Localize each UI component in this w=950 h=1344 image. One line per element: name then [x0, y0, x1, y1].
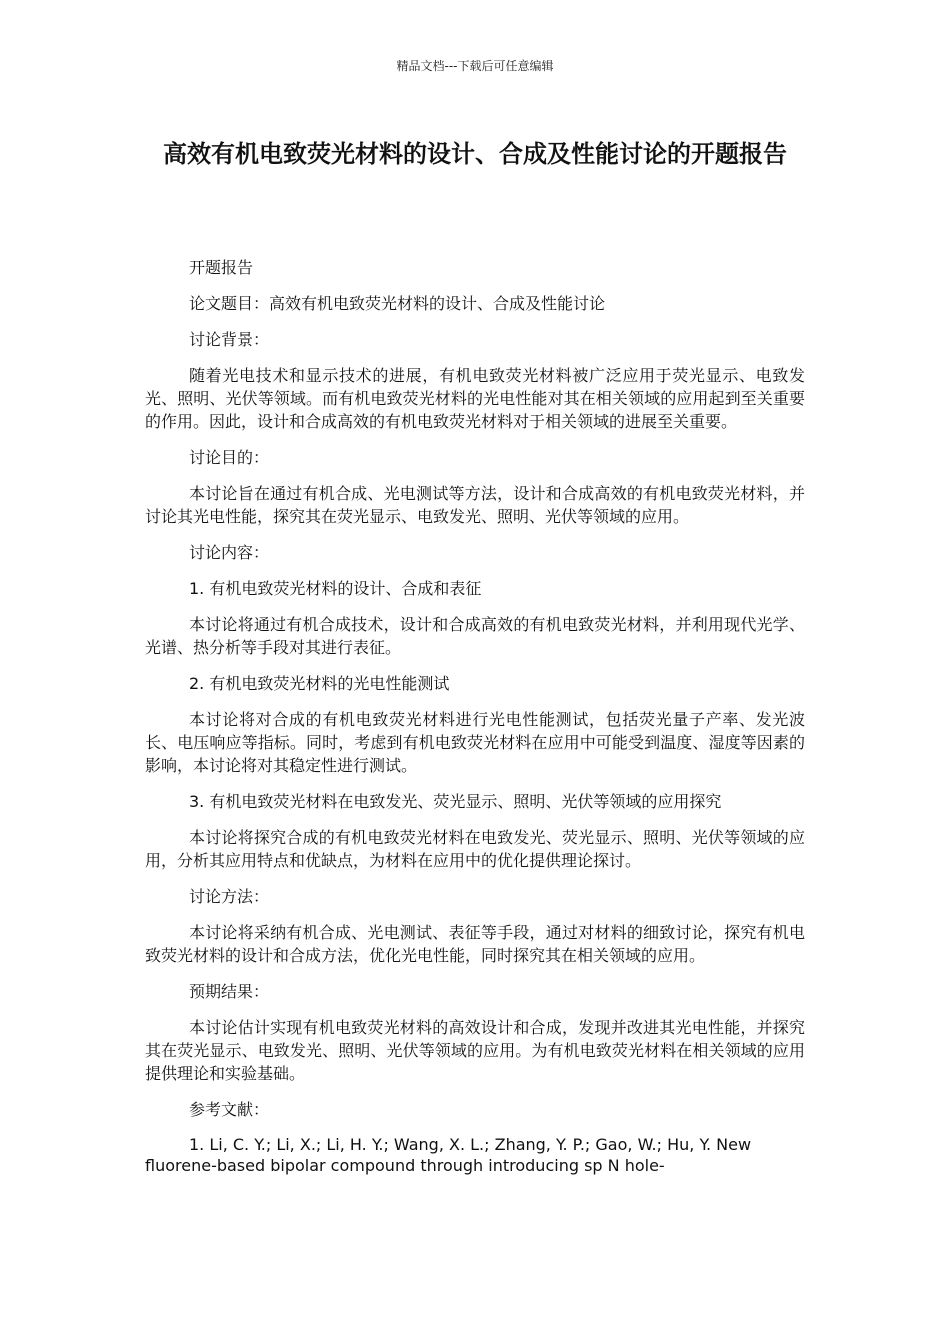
heading-method: 讨论方法： [189, 887, 270, 906]
content-item-2-text: 本讨论将对合成的有机电致荧光材料进行光电性能测试，包括荧光量子产率、发光波长、电压响应等指标。同时，考虑到有机电致荧光材料在应用中可能受到温度、湿度等因素的影响，本讨论将对其稳定性进行测试。 [145, 710, 805, 775]
paragraph-method: 本讨论将采纳有机合成、光电测试、表征等手段，通过对材料的细致讨论，探究有机电致荧光材料的设计和合成方法，优化光电性能，同时探究其在相关领域的应用。 [145, 923, 805, 965]
heading-references: 参考文献： [189, 1100, 270, 1119]
document-title: 高效有机电致荧光材料的设计、合成及性能讨论的开题报告 [163, 140, 787, 168]
heading-background: 讨论背景： [189, 330, 270, 349]
thesis-title-line: 论文题目：高效有机电致荧光材料的设计、合成及性能讨论 [189, 294, 606, 313]
paragraph-background: 随着光电技术和显示技术的进展，有机电致荧光材料被广泛应用于荧光显示、电致发光、照明、光伏等领域。而有机电致荧光材料的光电性能对其在相关领域的应用起到至关重要的作用。因此，设计和合成高效的有机电致荧光材料对于相关领域的进展至关重要。 [145, 366, 805, 431]
page-header: 精品文档---下载后可任意编辑 [396, 59, 554, 73]
content-item-2: 2. 有机电致荧光材料的光电性能测试 [189, 674, 450, 693]
section-label-proposal: 开题报告 [189, 258, 254, 277]
content-item-3-text: 本讨论将探究合成的有机电致荧光材料在电致发光、荧光显示、照明、光伏等领域的应用，分析其应用特点和优缺点，为材料在应用中的优化提供理论探讨。 [145, 828, 805, 870]
document-body [145, 256, 805, 1176]
heading-expected-results: 预期结果： [189, 982, 270, 1001]
paragraph-purpose: 本讨论旨在通过有机合成、光电测试等方法，设计和合成高效的有机电致荧光材料，并讨论其光电性能，探究其在荧光显示、电致发光、照明、光伏等领域的应用。 [145, 484, 805, 526]
heading-content: 讨论内容： [189, 543, 270, 562]
heading-purpose: 讨论目的： [189, 448, 270, 467]
content-item-1-text: 本讨论将通过有机合成技术，设计和合成高效的有机电致荧光材料，并利用现代光学、光谱、热分析等手段对其进行表征。 [145, 615, 805, 657]
reference-item-1: 1. Li, C. Y.; Li, X.; Li, H. Y.; Wang, X. L.; Zhang, Y. P.; Gao, W.; Hu, Y. New fluorene-based bipolar compound through introducing sp N hole- [145, 1135, 752, 1175]
content-item-1: 1. 有机电致荧光材料的设计、合成和表征 [189, 579, 482, 598]
content-item-3: 3. 有机电致荧光材料在电致发光、荧光显示、照明、光伏等领域的应用探究 [189, 792, 722, 811]
paragraph-expected-results: 本讨论估计实现有机电致荧光材料的高效设计和合成，发现并改进其光电性能，并探究其在荧光显示、电致发光、照明、光伏等领域的应用。为有机电致荧光材料在相关领域的应用提供理论和实验基础。 [145, 1018, 805, 1083]
